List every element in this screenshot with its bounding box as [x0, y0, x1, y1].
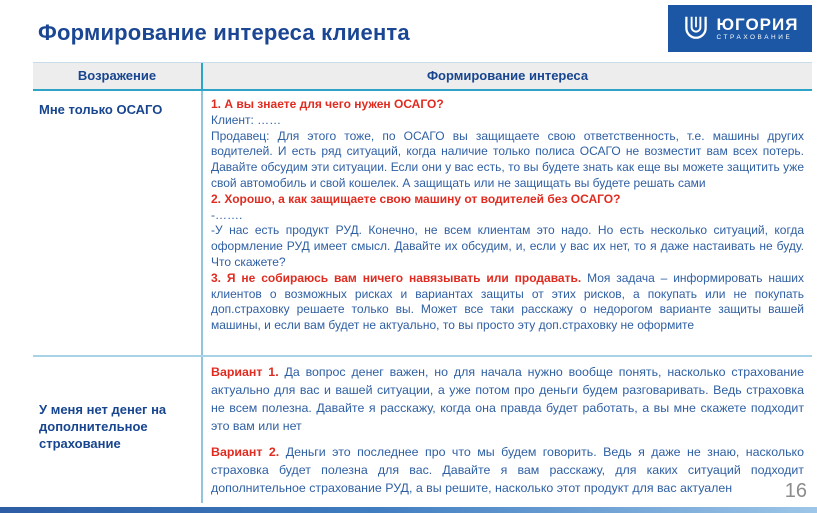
- objections-table: [33, 62, 812, 503]
- table-row: [33, 355, 812, 503]
- emphasis-text: Вариант 1.: [211, 365, 279, 379]
- logo-company-subtitle: СТРАХОВАНИЕ: [716, 33, 793, 41]
- table-header-row: [33, 62, 812, 91]
- logo-text: [717, 16, 799, 41]
- page-number: 16: [784, 480, 807, 502]
- emphasis-text: 2. Хорошо, а как защищаете свою машину от водителей без ОСАГО?: [211, 191, 621, 206]
- company-logo: [668, 5, 812, 52]
- body-text: Клиент: ……: [211, 112, 282, 127]
- column-header-interest: Формирование интереса: [426, 68, 589, 83]
- interest-cell: [203, 91, 812, 355]
- objection-cell: [33, 357, 203, 503]
- body-text: Продавец: Для этого тоже, по ОСАГО вы защищаете свою ответственность, т.е. машины других водителей. И есть ряд ситуаций, когда наличие только полиса ОСАГО не возместит вам всех потерь. Давайте обсудим эти ситуации. Если они у вас есть, то вы будете знать как еще вы можете защитить уже свой автомобиль и свой кошелек. А защищать или не защищать вы будете решать сами: [211, 128, 804, 190]
- body-text: Деньги это последнее про что мы будем говорить. Ведь я даже не знаю, насколько страховка будет полезна для вас. Давайте я вам расскажу, для каких ситуаций подходит дополнительное страхование РУД, а вы решите, насколько этот продукт для вас актуален: [211, 445, 804, 495]
- body-text: Да вопрос денег важен, но для начала нужно вообще понять, насколько страхование актуально для вас и вашей ситуации, а уже потом про деньги будем разговаривать. Ведь страховка не всем полезна. Давайте я расскажу, когда она правда будет работать, а вы мне скажете подходит это вам или нет: [211, 365, 804, 433]
- body-text: -…….: [211, 207, 243, 222]
- bottom-accent-bar: [0, 507, 817, 513]
- table-row: [33, 91, 812, 355]
- objection-cell: Мне только ОСАГО: [33, 91, 203, 355]
- emphasis-text: 3. Я не собираюсь вам ничего навязывать или продавать.: [211, 270, 582, 285]
- page-title: Формирование интереса клиента: [38, 20, 410, 45]
- column-header-objection: Возражение: [33, 63, 203, 89]
- yugoria-u-icon: [682, 14, 710, 44]
- objection-text: У меня нет денег на дополнительное страхование: [39, 401, 167, 451]
- interest-cell: [203, 357, 812, 503]
- emphasis-text: 1. А вы знаете для чего нужен ОСАГО?: [211, 97, 444, 111]
- body-text: -У нас есть продукт РУД. Конечно, не всем клиентам это надо. Но есть несколько ситуаций, когда оформление РУД имеет смысл. Давайте их обсудим, и, если у вас их нет, то я даже настаивать не буду. Что скажете?: [211, 223, 804, 269]
- logo-company-name: ЮГОРИЯ: [716, 14, 799, 34]
- emphasis-text: Вариант 2.: [211, 445, 280, 459]
- body-text: Моя задача – информировать наших клиентов о возможных рисках и вариантах защиты от этих рисков, а покупать или не покупать доп.страховку решаете только вы. Может все таки расскажу о недорогом варианте защиты вашей машины, и если вам будет не актуально, то вы просто эту доп.страховку не оформите: [211, 270, 804, 333]
